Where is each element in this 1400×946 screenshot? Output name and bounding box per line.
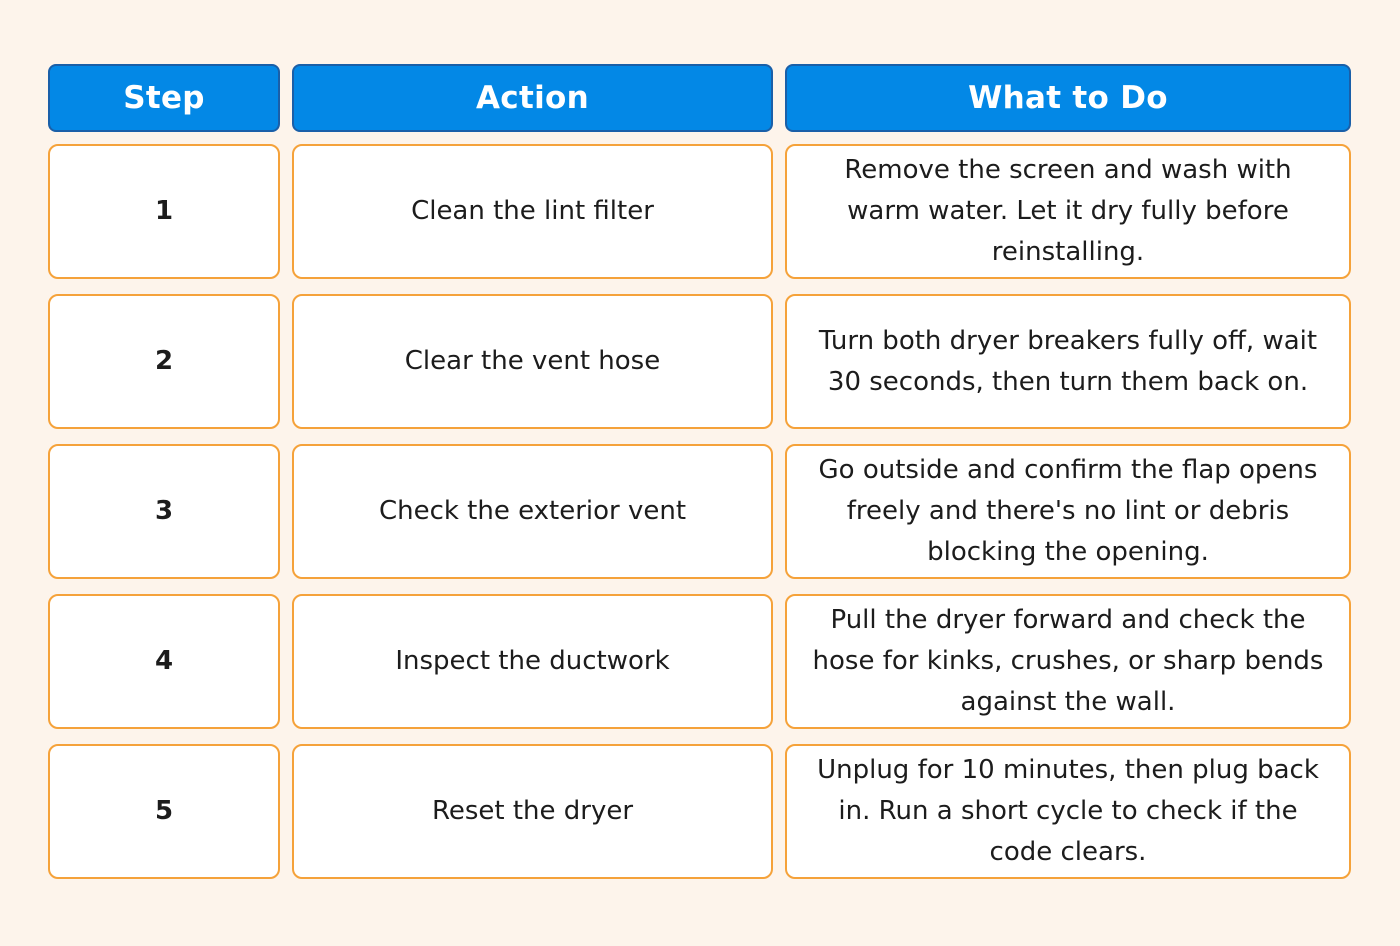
header-step: Step [48, 64, 280, 132]
what-to-do-cell: Go outside and confirm the flap opens freely and there's no lint or debris blocking the opening. [785, 444, 1351, 579]
header-what-to-do: What to Do [785, 64, 1351, 132]
action-cell: Clear the vent hose [292, 294, 773, 429]
steps-table [48, 64, 1352, 894]
table-row [48, 594, 1352, 729]
table-row [48, 144, 1352, 279]
header-action: Action [292, 64, 773, 132]
step-number: 5 [48, 744, 280, 879]
table-header-row [48, 64, 1352, 132]
action-cell: Clean the lint filter [292, 144, 773, 279]
what-to-do-cell: Pull the dryer forward and check the hose for kinks, crushes, or sharp bends against the wall. [785, 594, 1351, 729]
step-number: 2 [48, 294, 280, 429]
step-number: 4 [48, 594, 280, 729]
what-to-do-cell: Unplug for 10 minutes, then plug back in. Run a short cycle to check if the code clears. [785, 744, 1351, 879]
what-to-do-cell: Remove the screen and wash with warm water. Let it dry fully before reinstalling. [785, 144, 1351, 279]
step-number: 1 [48, 144, 280, 279]
table-row [48, 744, 1352, 879]
table-row [48, 294, 1352, 429]
step-number: 3 [48, 444, 280, 579]
what-to-do-cell: Turn both dryer breakers fully off, wait 30 seconds, then turn them back on. [785, 294, 1351, 429]
action-cell: Reset the dryer [292, 744, 773, 879]
action-cell: Check the exterior vent [292, 444, 773, 579]
table-row [48, 444, 1352, 579]
action-cell: Inspect the ductwork [292, 594, 773, 729]
